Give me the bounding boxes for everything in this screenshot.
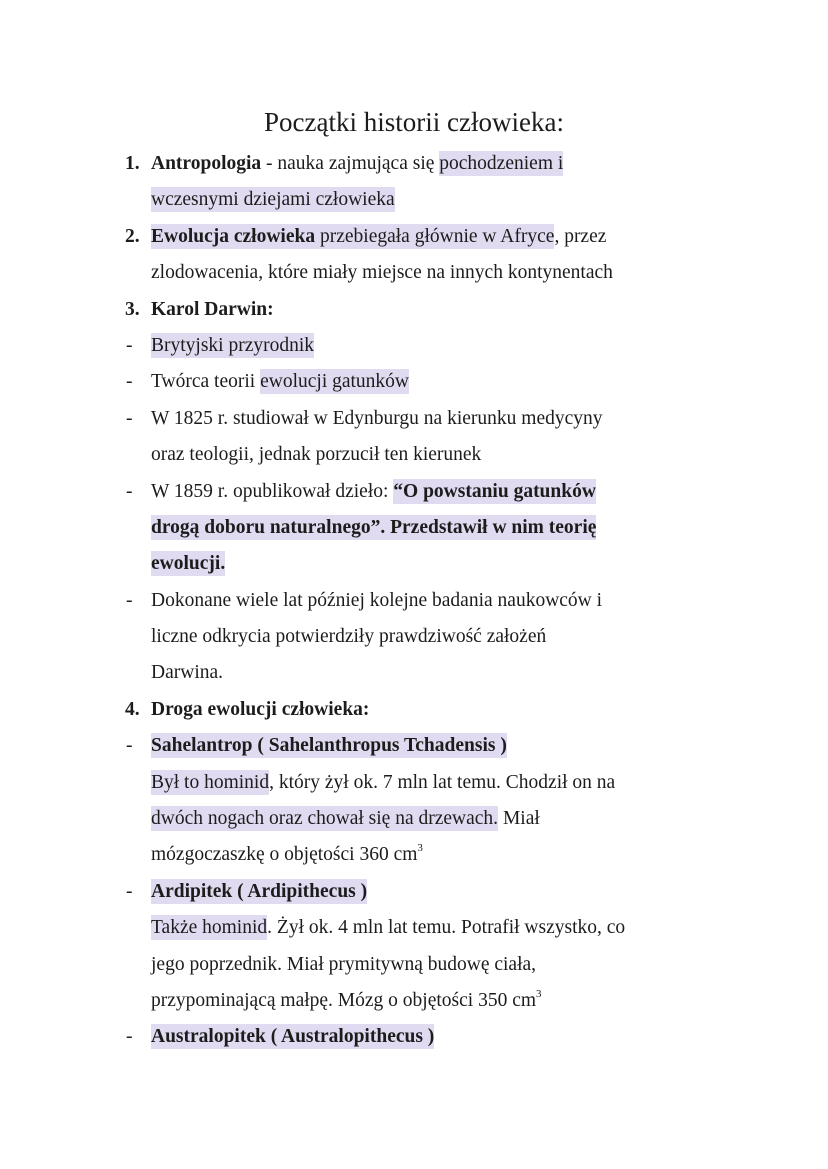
sahelantrop-line-3: mózgoczaszkę o objętości 360 $cm^3$	[151, 842, 423, 866]
bullet-dash: -	[126, 371, 133, 393]
item-1-line-1: 1. Antropologia - nauka zajmująca się pochodzeniem i	[0, 146, 828, 182]
darwin-item-4-line-2	[0, 510, 828, 546]
darwin-item-5-line-1: - Dokonane wiele lat później kolejne badania naukowców i	[0, 583, 828, 619]
term-ewolucja: Ewolucja człowieka	[151, 225, 316, 247]
highlight: ewolucji gatunków	[260, 371, 410, 393]
list-number-4: 4.	[125, 698, 140, 720]
sahelantrop-name	[0, 728, 828, 764]
highlight: Sahelantrop ( Sahelanthropus Tchadensis )	[151, 735, 507, 757]
highlight: ewolucji.	[151, 553, 226, 575]
ardipitek-line-3: przypominającą małpę. Mózg o objętości 350 $cm^3$	[151, 987, 542, 1011]
highlight: Australopitek ( Australopithecus )	[151, 1026, 435, 1048]
highlight: drogą doboru naturalnego”. Przedstawił w nim teorię	[151, 516, 597, 538]
item-3-heading	[0, 292, 828, 328]
australopitek-name	[0, 1019, 828, 1055]
darwin-item-3-line-1: - W 1825 r. studiował w Edynburgu na kierunku medycyny	[0, 401, 828, 437]
darwin-item-4-line-3	[0, 546, 828, 582]
heading-darwin: Karol Darwin:	[151, 298, 274, 320]
bullet-dash: -	[126, 589, 133, 611]
sahelantrop-line-2: dwóch nogach oraz chował się na drzewach. Miał	[151, 808, 540, 830]
ardipitek-line-2: jego poprzednik. Miał prymitywną budowę ciała,	[151, 953, 537, 975]
highlight: Był to hominid	[151, 771, 270, 793]
highlight: Także hominid	[151, 917, 268, 939]
highlight: Brytyjski przyrodnik	[151, 334, 315, 356]
darwin-item-1	[0, 328, 828, 364]
darwin-item-5-line-2: liczne odkrycia potwierdziły prawdziwość założeń	[151, 626, 547, 648]
bullet-dash: -	[126, 1026, 133, 1048]
item-2-line-2: zlodowacenia, które miały miejsce na innych kontynentach	[151, 262, 613, 284]
highlight: Ardipitek ( Ardipithecus )	[151, 880, 368, 902]
highlight: “O powstaniu gatunków	[393, 480, 596, 502]
item-4-heading	[0, 692, 828, 728]
ardipitek-line-1: Także hominid. Żył ok. 4 mln lat temu. Potrafił wszystko, co	[151, 917, 626, 939]
item-2-line-1: 2. Ewolucja człowieka przebiegała głównie w Afryce, przez	[0, 219, 828, 255]
term-antropologia: Antropologia	[151, 153, 262, 174]
bullet-dash: -	[126, 334, 133, 356]
highlight: dwóch nogach oraz chował się na drzewach.	[151, 808, 499, 830]
bullet-dash: -	[126, 480, 133, 502]
darwin-item-5-line-3: Darwina.	[151, 662, 224, 684]
highlight: pochodzeniem i	[439, 153, 564, 174]
sahelantrop-line-1: Był to hominid, który żył ok. 7 mln lat temu. Chodził on na	[151, 771, 616, 793]
list-number-1: 1.	[125, 153, 140, 174]
heading-droga: Droga ewolucji człowieka:	[151, 698, 370, 720]
list-number-2: 2.	[125, 225, 140, 247]
list-number-3: 3.	[125, 298, 140, 320]
bullet-dash: -	[126, 407, 133, 429]
darwin-item-3-line-2: oraz teologii, jednak porzucił ten kierunek	[151, 444, 482, 466]
bullet-dash: -	[126, 880, 133, 902]
item-1-line-2	[0, 182, 828, 218]
page-title: Początki historii człowieka:	[264, 107, 564, 137]
ardipitek-name	[0, 874, 828, 910]
highlight: wczesnymi dziejami człowieka	[151, 189, 395, 211]
darwin-item-2: - Twórca teorii ewolucji gatunków	[0, 364, 828, 400]
darwin-item-4-line-1: - W 1859 r. opublikował dzieło: “O powstaniu gatunków	[0, 474, 828, 510]
notes-content	[0, 146, 828, 1056]
bullet-dash: -	[126, 735, 133, 757]
